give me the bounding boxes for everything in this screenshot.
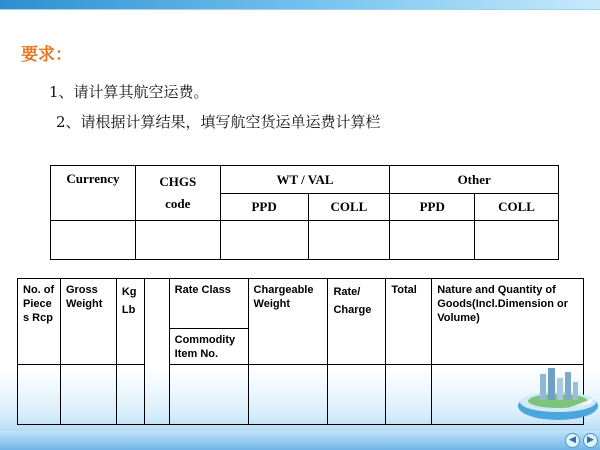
page-heading: 要求：	[21, 45, 72, 65]
next-slide-button[interactable]	[583, 433, 598, 448]
pieces-cell[interactable]	[18, 365, 61, 425]
other-header: Other	[390, 166, 559, 194]
rate-label: Rate/	[333, 286, 361, 298]
top-decor-line	[0, 9, 600, 10]
wt-ppd-cell[interactable]	[220, 221, 308, 260]
requirement-1: 1、请计算其航空运费。	[49, 83, 209, 101]
chgs-code-header	[135, 166, 220, 221]
gross-weight-cell[interactable]	[60, 365, 116, 425]
kg-label: Kg	[121, 286, 137, 298]
total-cell[interactable]	[386, 365, 432, 425]
total-header: Total	[386, 279, 432, 365]
gross-weight-header: Gross Weight	[60, 279, 116, 365]
bottom-decor-bar	[0, 431, 600, 450]
chgs-code-cell[interactable]	[135, 221, 220, 260]
lb-label: Lb	[121, 304, 136, 316]
rate-class-cell[interactable]	[169, 365, 248, 425]
wt-ppd-header: PPD	[220, 194, 308, 221]
other-ppd-header: PPD	[390, 194, 475, 221]
chargeable-weight-header: Chargeable Weight	[248, 279, 328, 365]
wt-coll-header: COLL	[308, 194, 390, 221]
other-coll-cell[interactable]	[475, 221, 559, 260]
top-decor-bar	[0, 0, 600, 9]
other-coll-header: COLL	[475, 194, 559, 221]
code-label: code	[165, 196, 191, 211]
wt-val-header: WT / VAL	[220, 166, 390, 194]
rate-calculation-table	[17, 278, 584, 425]
charge-label: Charge	[333, 304, 372, 316]
kg-lb-header	[116, 279, 144, 365]
other-ppd-cell[interactable]	[390, 221, 475, 260]
chgs-label: CHGS	[159, 174, 197, 189]
city-globe-icon	[510, 360, 600, 425]
currency-header: Currency	[51, 166, 136, 221]
previous-arrow-icon: ◀	[569, 435, 576, 445]
kg-lb-cell[interactable]	[116, 365, 144, 425]
commodity-item-header: Commodity Item No.	[169, 329, 248, 365]
rate-class-spacer	[144, 279, 169, 425]
previous-slide-button[interactable]	[565, 433, 580, 448]
chargeable-weight-cell[interactable]	[248, 365, 328, 425]
requirement-2: 2、请根据计算结果，填写航空货运单运费计算栏	[56, 113, 381, 131]
charges-code-table	[50, 165, 559, 260]
next-arrow-icon: ▶	[587, 435, 594, 445]
nature-quantity-header: Nature and Quantity of Goods(Incl.Dimension or Volume)	[432, 279, 584, 365]
pieces-header: No. of Piece s Rcp	[18, 279, 61, 365]
rate-class-header: Rate Class	[169, 279, 248, 329]
rate-charge-header	[328, 279, 386, 365]
currency-cell[interactable]	[51, 221, 136, 260]
rate-charge-cell[interactable]	[328, 365, 386, 425]
wt-coll-cell[interactable]	[308, 221, 390, 260]
